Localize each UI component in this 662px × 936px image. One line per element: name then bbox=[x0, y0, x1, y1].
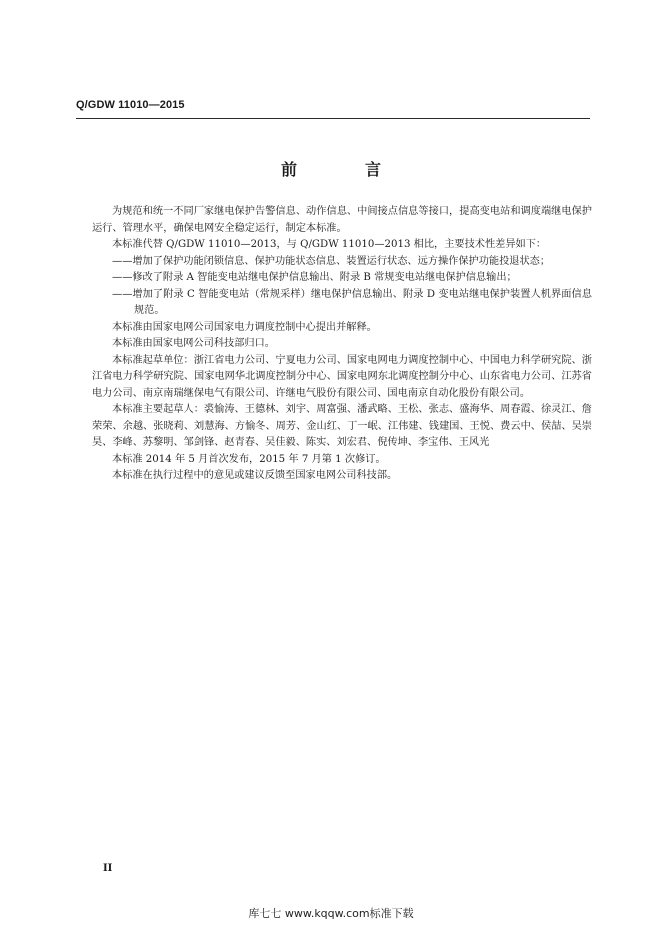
page-title: 前 言 bbox=[280, 160, 407, 179]
footer-watermark: 库七七 www.kqqw.com标准下载 bbox=[248, 907, 414, 920]
paragraph-feedback: 本标准在执行过程中的意见或建议反馈至国家电网公司科技部。 bbox=[112, 470, 398, 481]
change-item: ——增加了附录 C 智能变电站（常规采样）继电保护信息输出、附录 D 变电站继电保护装置人机界面信息规范。 bbox=[112, 288, 592, 316]
paragraph-release-history: 本标准 2014 年 5 月首次发布，2015 年 7 月第 1 次修订。 bbox=[112, 453, 386, 465]
paragraph-replacement: 本标准代替 Q/GDW 11010—2013，与 Q/GDW 11010—2013 相比，主要技术性差异如下： bbox=[112, 239, 547, 250]
paragraph-administrator: 本标准由国家电网公司科技部归口。 bbox=[112, 338, 275, 349]
paragraph-purpose: 为规范和统一不同厂家继电保护告警信息、动作信息、中间接点信息等接口，提高变电站和调度端继电保护运行、管理水平，确保电网安全稳定运行，制定本标准。 bbox=[92, 206, 592, 234]
header-rule bbox=[76, 118, 590, 119]
change-item: ——增加了保护功能闭锁信息、保护功能状态信息、装置运行状态、远方操作保护功能投退状态； bbox=[112, 255, 551, 267]
page-number: II bbox=[103, 863, 113, 874]
paragraph-proposer: 本标准由国家电网公司国家电力调度控制中心提出并解释。 bbox=[112, 321, 377, 333]
foreword-body bbox=[92, 204, 592, 485]
paragraph-drafters: 本标准主要起草人：裘愉涛、王德林、刘宇、周富强、潘武略、王松、张志、盛海华、周春霞、徐灵江、詹荣荣、余越、张晓莉、刘慧海、方愉冬、周芳、金山红、丁一岷、江伟建、钱建国、王悦、费云中、侯喆、吴崇昊、李峰、苏黎明、邹剑锋、赵青春、吴佳毅、陈实、刘宏君、倪传坤、李宝伟、王风光 bbox=[92, 404, 592, 448]
standard-code: Q/GDW 11010—2015 bbox=[76, 99, 185, 111]
paragraph-drafting-units: 本标准起草单位：浙江省电力公司、宁夏电力公司、国家电网电力调度控制中心、中国电力科学研究院、浙江省电力科学研究院、国家电网华北调度控制分中心、国家电网东北调度控制分中心、山东省电力公司、江苏省电力公司、南京南瑞继保电气有限公司、许继电气股份有限公司、国电南京自动化股份有限公司。 bbox=[92, 354, 592, 399]
change-item: ——修改了附录 A 智能变电站继电保护信息输出、附录 B 常规变电站继电保护信息输出； bbox=[112, 272, 517, 283]
